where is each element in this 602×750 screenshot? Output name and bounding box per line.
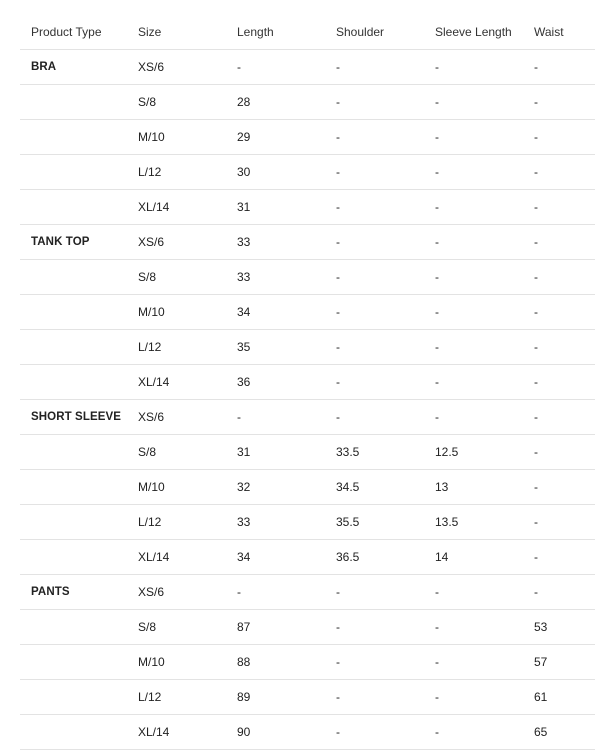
cell-waist: - [523, 155, 595, 190]
cell-length: - [226, 400, 325, 435]
cell-shoulder: - [325, 610, 424, 645]
cell-waist: - [523, 575, 595, 610]
cell-shoulder: 33.5 [325, 435, 424, 470]
cell-size: L/12 [127, 330, 226, 365]
cell-size: L/12 [127, 505, 226, 540]
cell-shoulder: 35.5 [325, 505, 424, 540]
cell-sleeve-length: - [424, 400, 523, 435]
cell-product-type [20, 645, 127, 680]
cell-size: L/12 [127, 680, 226, 715]
cell-length: 29 [226, 120, 325, 155]
table-row [20, 540, 595, 575]
cell-sleeve-length: - [424, 85, 523, 120]
cell-product-type [20, 190, 127, 225]
cell-sleeve-length: - [424, 330, 523, 365]
cell-waist: - [523, 470, 595, 505]
cell-product-type [20, 120, 127, 155]
table-row [20, 505, 595, 540]
cell-length: 87 [226, 610, 325, 645]
cell-product-type: SHORT SLEEVE [20, 400, 127, 435]
cell-sleeve-length: - [424, 225, 523, 260]
cell-size: XS/6 [127, 50, 226, 85]
cell-shoulder: - [325, 50, 424, 85]
cell-product-type [20, 295, 127, 330]
cell-length: 89 [226, 680, 325, 715]
cell-size: M/10 [127, 120, 226, 155]
cell-size: L/12 [127, 155, 226, 190]
cell-length: 34 [226, 295, 325, 330]
cell-shoulder: - [325, 680, 424, 715]
table-row [20, 85, 595, 120]
cell-waist: 53 [523, 610, 595, 645]
cell-sleeve-length: - [424, 645, 523, 680]
cell-product-type [20, 610, 127, 645]
cell-size: XL/14 [127, 365, 226, 400]
cell-waist: 57 [523, 645, 595, 680]
cell-sleeve-length: - [424, 610, 523, 645]
cell-shoulder: - [325, 85, 424, 120]
cell-shoulder: - [325, 155, 424, 190]
cell-sleeve-length: - [424, 575, 523, 610]
cell-sleeve-length: 13.5 [424, 505, 523, 540]
cell-length: 34 [226, 540, 325, 575]
cell-sleeve-length: - [424, 715, 523, 750]
cell-shoulder: 36.5 [325, 540, 424, 575]
cell-length: 31 [226, 435, 325, 470]
table-row [20, 50, 595, 85]
table-row [20, 575, 595, 610]
cell-size: S/8 [127, 260, 226, 295]
cell-size: M/10 [127, 470, 226, 505]
table-row [20, 680, 595, 715]
size-chart-table [20, 14, 595, 750]
cell-product-type [20, 715, 127, 750]
cell-product-type: TANK TOP [20, 225, 127, 260]
cell-sleeve-length: - [424, 680, 523, 715]
cell-product-type: BRA [20, 50, 127, 85]
table-row [20, 260, 595, 295]
cell-shoulder: - [325, 120, 424, 155]
cell-size: M/10 [127, 295, 226, 330]
cell-waist: - [523, 400, 595, 435]
cell-waist: 61 [523, 680, 595, 715]
table-header-row [20, 14, 595, 50]
cell-size: XS/6 [127, 225, 226, 260]
cell-length: 31 [226, 190, 325, 225]
cell-sleeve-length: 13 [424, 470, 523, 505]
cell-shoulder: - [325, 295, 424, 330]
cell-shoulder: - [325, 715, 424, 750]
cell-size: XS/6 [127, 575, 226, 610]
table-row [20, 295, 595, 330]
cell-sleeve-length: - [424, 120, 523, 155]
cell-length: 90 [226, 715, 325, 750]
table-row [20, 120, 595, 155]
cell-size: XL/14 [127, 540, 226, 575]
cell-waist: - [523, 540, 595, 575]
cell-sleeve-length: - [424, 50, 523, 85]
cell-size: S/8 [127, 85, 226, 120]
cell-length: 35 [226, 330, 325, 365]
table-row [20, 365, 595, 400]
table-row [20, 190, 595, 225]
cell-product-type [20, 155, 127, 190]
cell-product-type: PANTS [20, 575, 127, 610]
cell-waist: - [523, 365, 595, 400]
table-row [20, 155, 595, 190]
cell-shoulder: 34.5 [325, 470, 424, 505]
cell-length: 36 [226, 365, 325, 400]
cell-waist: - [523, 85, 595, 120]
cell-sleeve-length: - [424, 260, 523, 295]
cell-sleeve-length: - [424, 190, 523, 225]
cell-product-type [20, 330, 127, 365]
cell-size: S/8 [127, 610, 226, 645]
cell-waist: - [523, 295, 595, 330]
cell-waist: - [523, 225, 595, 260]
cell-shoulder: - [325, 330, 424, 365]
cell-product-type [20, 85, 127, 120]
cell-waist: - [523, 330, 595, 365]
cell-sleeve-length: 12.5 [424, 435, 523, 470]
table-body [20, 50, 595, 750]
cell-shoulder: - [325, 645, 424, 680]
table-row [20, 470, 595, 505]
table-row [20, 330, 595, 365]
size-chart [20, 14, 595, 750]
table-row [20, 610, 595, 645]
cell-waist: - [523, 505, 595, 540]
cell-length: 28 [226, 85, 325, 120]
table-row [20, 715, 595, 750]
cell-waist: - [523, 190, 595, 225]
cell-length: 30 [226, 155, 325, 190]
cell-waist: - [523, 120, 595, 155]
header-size: Size [127, 14, 226, 50]
cell-product-type [20, 540, 127, 575]
cell-size: S/8 [127, 435, 226, 470]
cell-shoulder: - [325, 260, 424, 295]
header-waist: Waist [523, 14, 595, 50]
table-row [20, 400, 595, 435]
cell-shoulder: - [325, 190, 424, 225]
cell-sleeve-length: - [424, 365, 523, 400]
cell-sleeve-length: - [424, 155, 523, 190]
cell-size: XL/14 [127, 190, 226, 225]
cell-length: - [226, 50, 325, 85]
cell-waist: - [523, 260, 595, 295]
cell-waist: - [523, 50, 595, 85]
cell-product-type [20, 435, 127, 470]
cell-product-type [20, 505, 127, 540]
cell-product-type [20, 680, 127, 715]
cell-product-type [20, 260, 127, 295]
cell-shoulder: - [325, 225, 424, 260]
cell-length: 33 [226, 225, 325, 260]
cell-length: 33 [226, 260, 325, 295]
cell-length: 33 [226, 505, 325, 540]
header-sleeve-length: Sleeve Length [424, 14, 523, 50]
cell-sleeve-length: 14 [424, 540, 523, 575]
table-row [20, 435, 595, 470]
cell-waist: 65 [523, 715, 595, 750]
cell-size: M/10 [127, 645, 226, 680]
cell-shoulder: - [325, 575, 424, 610]
cell-size: XS/6 [127, 400, 226, 435]
cell-sleeve-length: - [424, 295, 523, 330]
cell-shoulder: - [325, 365, 424, 400]
cell-size: XL/14 [127, 715, 226, 750]
header-length: Length [226, 14, 325, 50]
cell-product-type [20, 365, 127, 400]
header-shoulder: Shoulder [325, 14, 424, 50]
table-row [20, 225, 595, 260]
table-row [20, 645, 595, 680]
header-product-type: Product Type [20, 14, 127, 50]
cell-product-type [20, 470, 127, 505]
cell-waist: - [523, 435, 595, 470]
cell-length: - [226, 575, 325, 610]
cell-shoulder: - [325, 400, 424, 435]
cell-length: 88 [226, 645, 325, 680]
cell-length: 32 [226, 470, 325, 505]
